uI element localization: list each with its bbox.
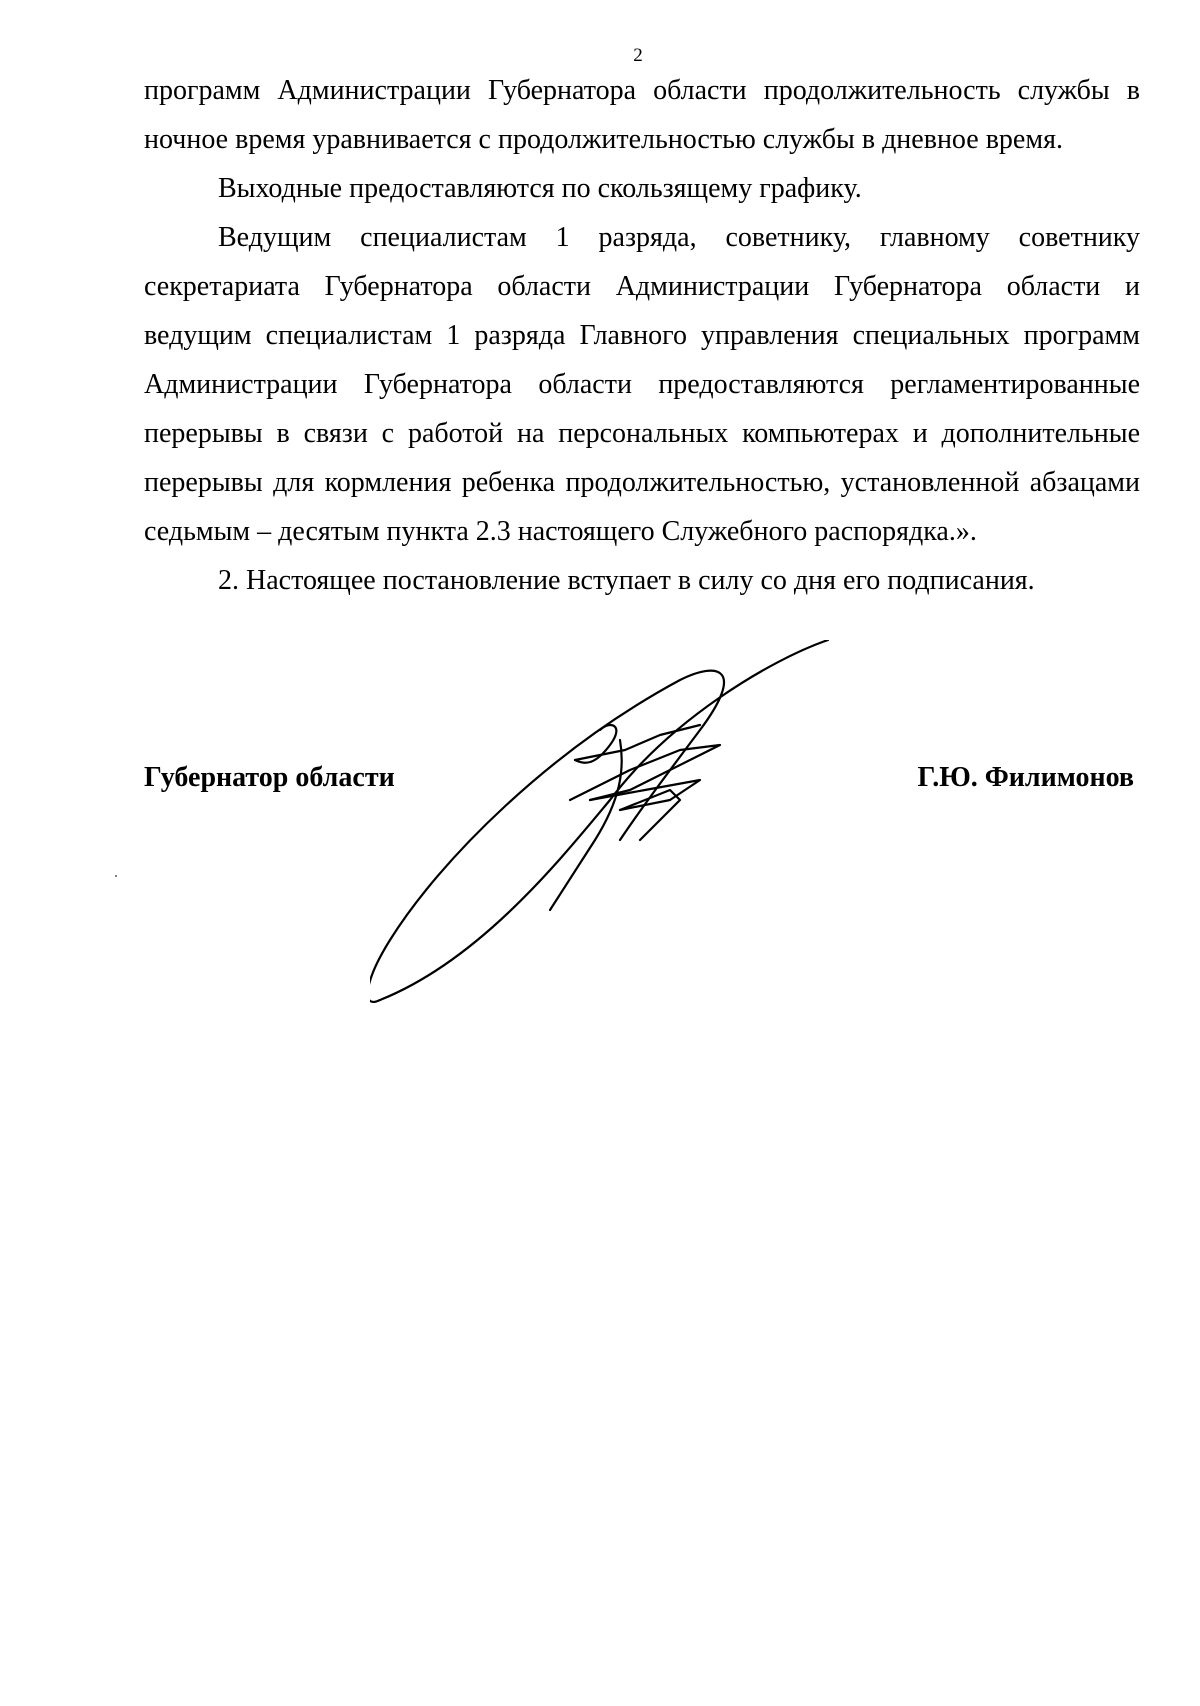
signer-position: Губернатор области xyxy=(144,762,395,793)
paragraph-breaks: Ведущим специалистам 1 разряда, советнику, главному советнику секретариата Губернатора области Администрации Губернатора области и ведущим специалистам 1 разряда Главного управления специальных программ Администрации Губернатора области предоставляются регламентированные перерывы в связи с работой на персональных компьютерах и дополнительные перерывы для кормления ребенка продолжительностью, установленной абзацами седьмым – десятым пункта 2.3 настоящего Служебного распорядка.». xyxy=(144,222,1140,547)
paragraph-effective-date: 2. Настоящее постановление вступает в силу со дня его подписания. xyxy=(218,565,1035,596)
document-body xyxy=(144,66,1140,605)
page-number: 2 xyxy=(633,45,643,66)
paragraph-continuation: программ Администрации Губернатора области продолжительность службы в ночное время уравнивается с продолжительностью службы в дневное время. xyxy=(144,75,1140,155)
paragraph-days-off: Выходные предоставляются по скользящему графику. xyxy=(218,173,862,204)
signer-name: Г.Ю. Филимонов xyxy=(917,762,1134,793)
handwritten-signature xyxy=(370,640,930,1020)
scan-speck xyxy=(115,875,117,877)
